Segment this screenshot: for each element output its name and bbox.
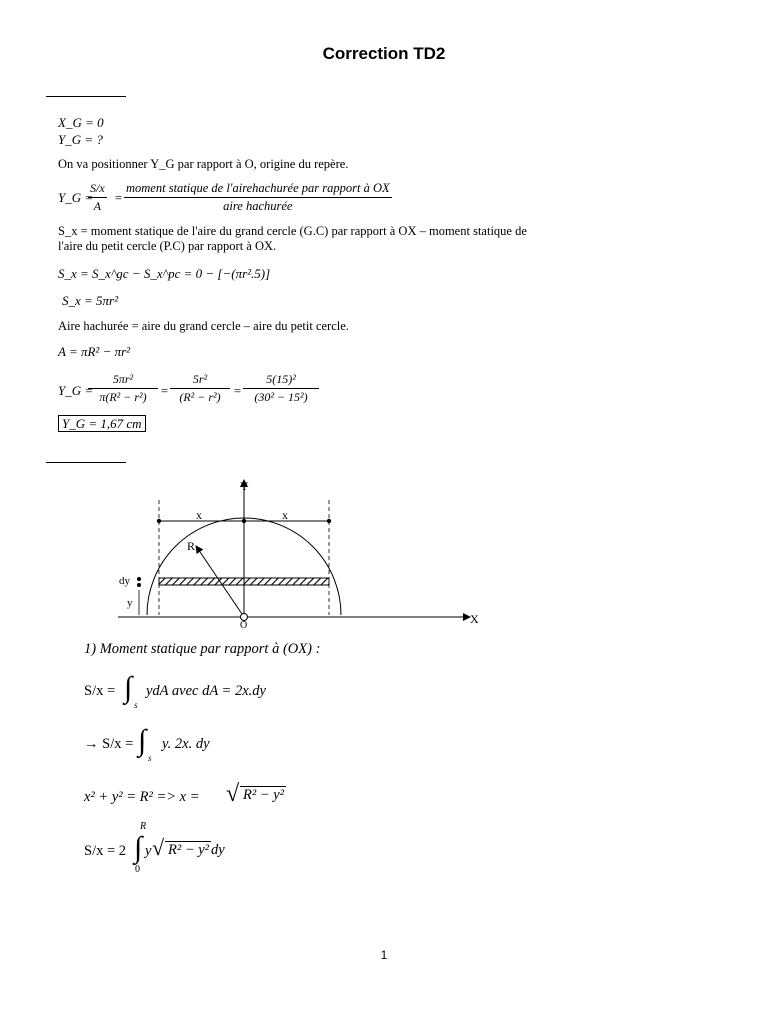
axis-x-label: X xyxy=(470,612,479,626)
yg-label: Y_G = xyxy=(58,190,94,205)
eq2-rhs: y. 2x. dy xyxy=(162,736,210,752)
equals-sign-2: = xyxy=(160,383,169,398)
eq1-lhs: S/x = xyxy=(84,683,116,699)
eq4-sqrt xyxy=(165,842,225,859)
yg-denominator: A xyxy=(93,199,101,213)
sqrt-sign-2: √ xyxy=(152,835,165,860)
f2-numerator: 5r² xyxy=(170,372,230,389)
f3-numerator: 5(15)² xyxy=(243,372,319,389)
int1-sub: s xyxy=(134,700,138,710)
yg-line: Y_G = ? xyxy=(58,132,103,147)
y-label: y xyxy=(127,597,133,609)
sx-equation-1: S_x = S_x^gc − S_x^pc = 0 − [−(πr².5)] xyxy=(58,266,271,281)
section-divider-2 xyxy=(46,462,126,463)
section-divider-1 xyxy=(46,96,126,97)
integral-sign-4: ∫ xyxy=(134,831,143,864)
yg-numerator: S/x xyxy=(88,181,107,198)
f2-denominator: (R² − r²) xyxy=(179,390,221,404)
yg-frac2-denominator: aire hachurée xyxy=(223,199,293,213)
sx-definition-line2: l'aire du petit cercle (P.C) par rapport à OX. xyxy=(58,239,277,253)
section2-heading: 1) Moment statique par rapport à (OX) : xyxy=(84,641,321,657)
eq3-sqrt-content: R² − y² xyxy=(240,786,286,803)
int2-sub: s xyxy=(148,753,152,763)
sqrt-sign-1: √ xyxy=(226,781,240,807)
result-box xyxy=(58,416,146,432)
yg2-fraction-1 xyxy=(88,372,158,405)
f3-denominator: (30² − 15²) xyxy=(254,390,308,404)
result-value: Y_G = 1,67 cm xyxy=(58,415,146,432)
page-number: 1 xyxy=(380,948,388,962)
dy-label: dy xyxy=(119,575,130,587)
axis-y-label: Y xyxy=(240,479,249,493)
xg-line: X_G = 0 xyxy=(58,115,104,130)
eq2-lhs: → S/x = xyxy=(84,736,134,752)
origin-label: O xyxy=(240,620,248,631)
yg-fraction-2 xyxy=(124,181,392,214)
yg2-fraction-3 xyxy=(243,372,319,405)
yg2-label: Y_G = xyxy=(58,383,94,398)
hatched-strip xyxy=(159,578,329,585)
f1-numerator: 5πr² xyxy=(88,372,158,389)
eq4-dy: dy xyxy=(211,842,225,858)
semicircle-figure xyxy=(0,470,768,635)
position-text: On va positionner Y_G par rapport à O, origine du repère. xyxy=(58,157,349,171)
int4-upper: R xyxy=(140,821,147,832)
eq4-y: y xyxy=(145,843,152,859)
aire-equation: A = πR² − πr² xyxy=(58,344,131,359)
eq1-rhs: ydA avec dA = 2x.dy xyxy=(146,683,266,699)
eq4-sqrt-content: R² − y² xyxy=(165,841,211,858)
radius-label: R xyxy=(187,539,196,553)
yg-frac2-numerator: moment statique de l'airehachurée par rapport à OX xyxy=(124,181,392,198)
f1-denominator: π(R² − r²) xyxy=(99,390,147,404)
yg-fraction-1 xyxy=(88,181,107,214)
int4-lower: 0 xyxy=(135,864,140,875)
x-right-label: x xyxy=(282,508,288,522)
yg2-fraction-2 xyxy=(170,372,230,405)
eq3: x² + y² = R² => x = xyxy=(84,789,200,805)
equals-sign-3: = xyxy=(233,383,242,398)
integral-sign-1: ∫ xyxy=(124,671,133,704)
equals-sign: = xyxy=(114,190,123,205)
sx-equation-2: S_x = 5πr² xyxy=(62,293,119,308)
eq3-sqrt xyxy=(240,787,286,804)
aire-text: Aire hachurée = aire du grand cercle – aire du petit cercle. xyxy=(58,319,349,333)
sx-definition-line1: S_x = moment statique de l'aire du grand cercle (G.C) par rapport à OX – moment statique de xyxy=(58,224,527,238)
page-title: Correction TD2 xyxy=(322,44,446,63)
x-left-label: x xyxy=(196,508,202,522)
integral-sign-2: ∫ xyxy=(138,724,147,757)
eq4-lhs: S/x = 2 xyxy=(84,843,127,859)
